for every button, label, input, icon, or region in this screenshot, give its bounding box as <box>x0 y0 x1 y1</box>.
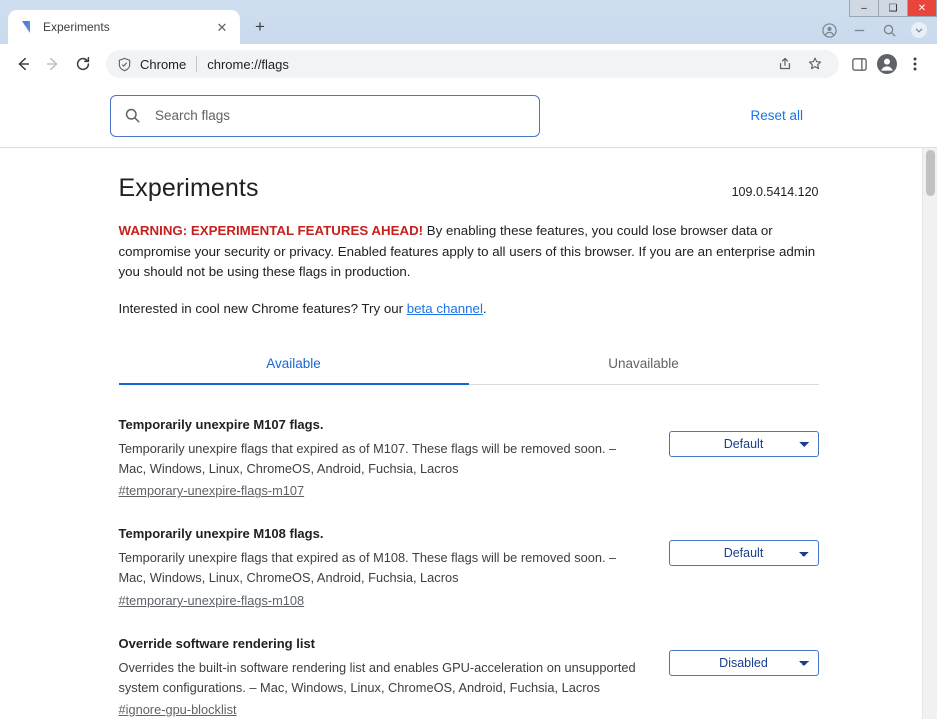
window-controls <box>850 0 937 17</box>
flag-text <box>119 526 669 610</box>
flags-tabs <box>119 344 819 385</box>
flags-list <box>119 403 819 719</box>
search-icon[interactable] <box>881 22 897 38</box>
flag-control <box>669 636 819 676</box>
title-bar <box>0 0 937 44</box>
tab-available[interactable]: Available <box>119 344 469 384</box>
search-icon <box>123 107 141 125</box>
flag-select[interactable] <box>669 540 819 566</box>
warning-body: By enabling these features, you could lose browser data or compromise your security or privacy. Enabled features apply to all users of this browser. If you are an enterprise admin you should not be using these flags in production. <box>118 223 816 280</box>
reset-all-button[interactable]: Reset all <box>740 100 813 131</box>
flag-text <box>119 636 669 719</box>
omnibox-actions <box>771 50 829 78</box>
page-title: Experiments <box>118 174 259 202</box>
version-label: 109.0.5414.120 <box>731 185 819 199</box>
forward-button[interactable] <box>38 49 68 79</box>
flag-select[interactable] <box>669 431 819 457</box>
minimize-button[interactable]: – <box>849 0 879 17</box>
profile-circle-icon[interactable] <box>821 22 837 38</box>
search-flags-box[interactable] <box>110 95 540 137</box>
page-content <box>0 84 937 720</box>
title-row <box>119 174 819 203</box>
tab-title: Experiments <box>43 20 110 34</box>
beta-channel-line <box>119 301 819 316</box>
scrollbar-thumb[interactable] <box>926 150 935 196</box>
titlebar-icon-group <box>821 22 927 38</box>
warning-lead: WARNING: EXPERIMENTAL FEATURES AHEAD! <box>118 223 424 238</box>
maximize-button[interactable]: ❑ <box>878 0 908 17</box>
page-scrollbar[interactable] <box>922 148 937 719</box>
bookmark-star-icon[interactable] <box>801 50 829 78</box>
beta-suffix: . <box>482 300 487 316</box>
beta-channel-link[interactable]: beta channel <box>406 300 483 316</box>
back-button[interactable] <box>8 49 38 79</box>
address-bar[interactable] <box>106 50 839 78</box>
omnibox-divider <box>196 56 197 72</box>
browser-tab[interactable] <box>8 10 240 44</box>
browser-toolbar <box>0 44 937 84</box>
flag-select[interactable] <box>669 650 819 676</box>
flag-row <box>119 512 819 622</box>
flag-control <box>669 417 819 457</box>
flag-title: Temporarily unexpire M108 flags. <box>118 526 324 542</box>
flag-description: Overrides the built-in software rendering list and enables GPU-acceleration on unsupported system configurations. – Mac, Windows, Linux, ChromeOS, Android, Fuchsia, Lacros <box>118 659 636 695</box>
flags-content <box>0 148 937 719</box>
flag-description: Temporarily unexpire flags that expired as of M107. These flags will be removed soon. – Mac, Windows, Linux, ChromeOS, Android, Fuchsia, Lacros <box>118 440 617 476</box>
warning-text <box>119 221 819 283</box>
flag-anchor-link[interactable]: #ignore-gpu-blocklist <box>118 702 237 718</box>
new-tab-button[interactable]: + <box>255 17 265 36</box>
tab-unavailable[interactable]: Unavailable <box>608 355 679 371</box>
close-icon[interactable]: ✕ <box>216 19 228 35</box>
chevron-down-icon[interactable] <box>911 22 927 38</box>
share-icon[interactable] <box>771 50 799 78</box>
flag-row <box>119 403 819 513</box>
flag-control <box>669 526 819 566</box>
close-window-button[interactable]: ✕ <box>907 0 937 17</box>
beta-prefix: Interested in cool new Chrome features? Try our <box>118 300 407 316</box>
chrome-flags-icon <box>18 19 34 35</box>
flag-row <box>119 622 819 719</box>
flag-text <box>119 417 669 501</box>
flag-description: Temporarily unexpire flags that expired as of M108. These flags will be removed soon. – Mac, Windows, Linux, ChromeOS, Android, Fuchsia, Lacros <box>118 550 617 586</box>
search-input[interactable] <box>153 107 527 124</box>
flag-anchor-link[interactable]: #temporary-unexpire-flags-m107 <box>118 483 305 499</box>
tab-strip <box>0 0 274 44</box>
reload-button[interactable] <box>68 49 98 79</box>
shield-icon <box>116 56 132 72</box>
flags-search-header <box>0 84 937 148</box>
omnibox-url[interactable]: chrome://flags <box>207 56 289 72</box>
flag-anchor-link[interactable]: #temporary-unexpire-flags-m108 <box>118 592 305 608</box>
omnibox-app-name: Chrome <box>140 56 187 72</box>
browser-menu-icon[interactable] <box>901 50 929 78</box>
side-panel-icon[interactable] <box>845 50 873 78</box>
flag-title: Temporarily unexpire M107 flags. <box>118 416 324 432</box>
minimize-icon[interactable] <box>851 22 867 38</box>
profile-avatar-icon[interactable] <box>873 50 901 78</box>
flag-title: Override software rendering list <box>118 635 316 651</box>
